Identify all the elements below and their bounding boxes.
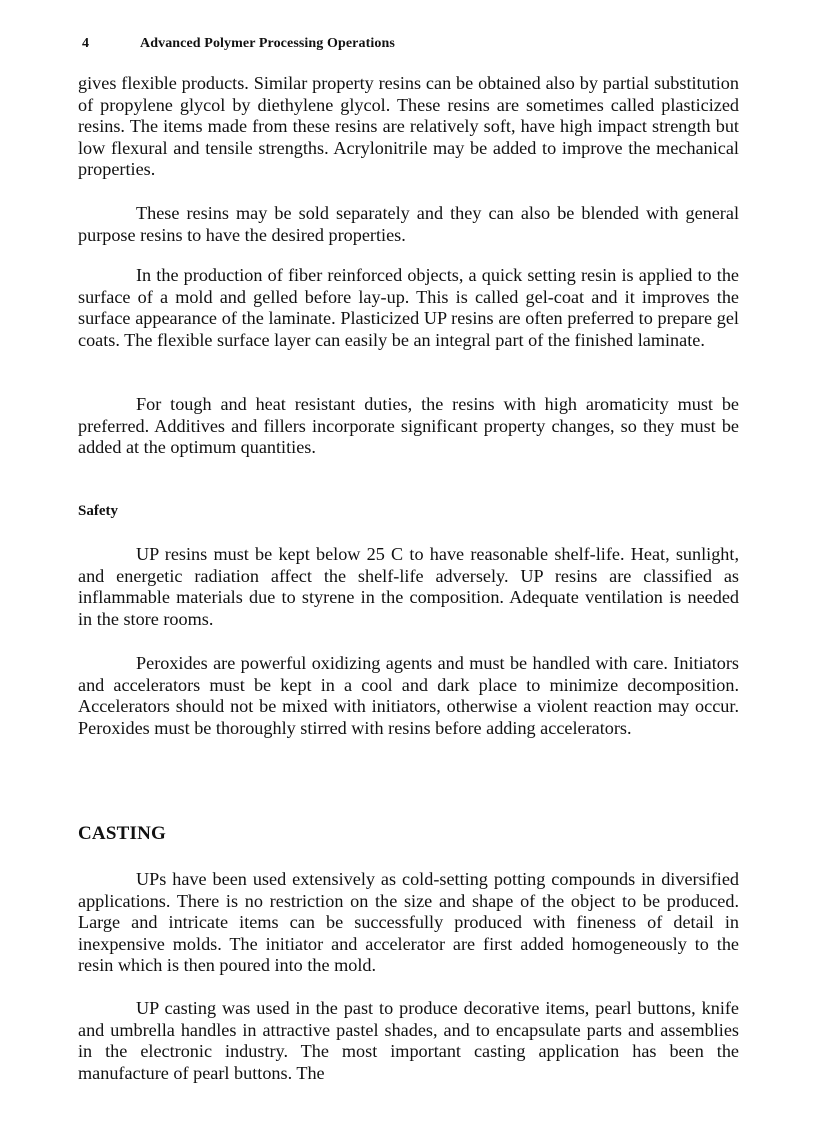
paragraph-2: These resins may be sold separately and they can also be blended with general purpose resins to have the desired properties. (78, 203, 739, 245)
paragraph-7: UPs have been used extensively as cold-setting potting compounds in diversified applications. There is no restriction on the size and shape of the object to be produced. Large and intricate items can be successfully produced with fineness of detail in inexpensive molds. The initiator and accelerator are first added homogeneously to the resin which is then poured into the mold. (78, 869, 739, 975)
page-number: 4 (82, 36, 90, 51)
paragraph-5: UP resins must be kept below 25 C to have reasonable shelf-life. Heat, sunlight, and energetic radiation affect the shelf-life adversely. UP resins are classified as inflammable materials due to styrene in the composition. Adequate ventilation is needed in the store rooms. (78, 544, 739, 629)
running-title: Advanced Polymer Processing Operations (140, 36, 395, 51)
paragraph-4: For tough and heat resistant duties, the resins with high aromaticity must be preferred. Additives and fillers incorporate significant property changes, so they must be added at the optimum quantities. (78, 394, 739, 457)
paragraph-6: Peroxides are powerful oxidizing agents and must be handled with care. Initiators and accelerators must be kept in a cool and dark place to minimize decomposition. Accelerators should not be mixed with initiators, otherwise a violent reaction may occur. Peroxides must be thoroughly stirred with resins before adding accelerators. (78, 653, 739, 738)
safety-heading: Safety (78, 503, 118, 519)
paragraph-3: In the production of fiber reinforced objects, a quick setting resin is applied to the surface of a mold and gelled before lay-up. This is called gel-coat and it improves the surface appearance of the laminate. Plasticized UP resins are often preferred to prepare gel coats. The flexible surface layer can easily be an integral part of the finished laminate. (78, 265, 739, 350)
paragraph-8: UP casting was used in the past to produce decorative items, pearl buttons, knife and umbrella handles in attractive pastel shades, and to encapsulate parts and assemblies in the electronic industry. The most important casting application has been the manufacture of pearl buttons. The (78, 998, 739, 1083)
casting-heading: CASTING (78, 823, 166, 844)
running-header (82, 36, 395, 52)
paragraph-1: gives flexible products. Similar property resins can be obtained also by partial substitution of propylene glycol by diethylene glycol. These resins are sometimes called plasticized resins. The items made from these resins are relatively soft, have high impact strength but low flexural and tensile strengths. Acrylonitrile may be added to improve the mechanical properties. (78, 73, 739, 179)
